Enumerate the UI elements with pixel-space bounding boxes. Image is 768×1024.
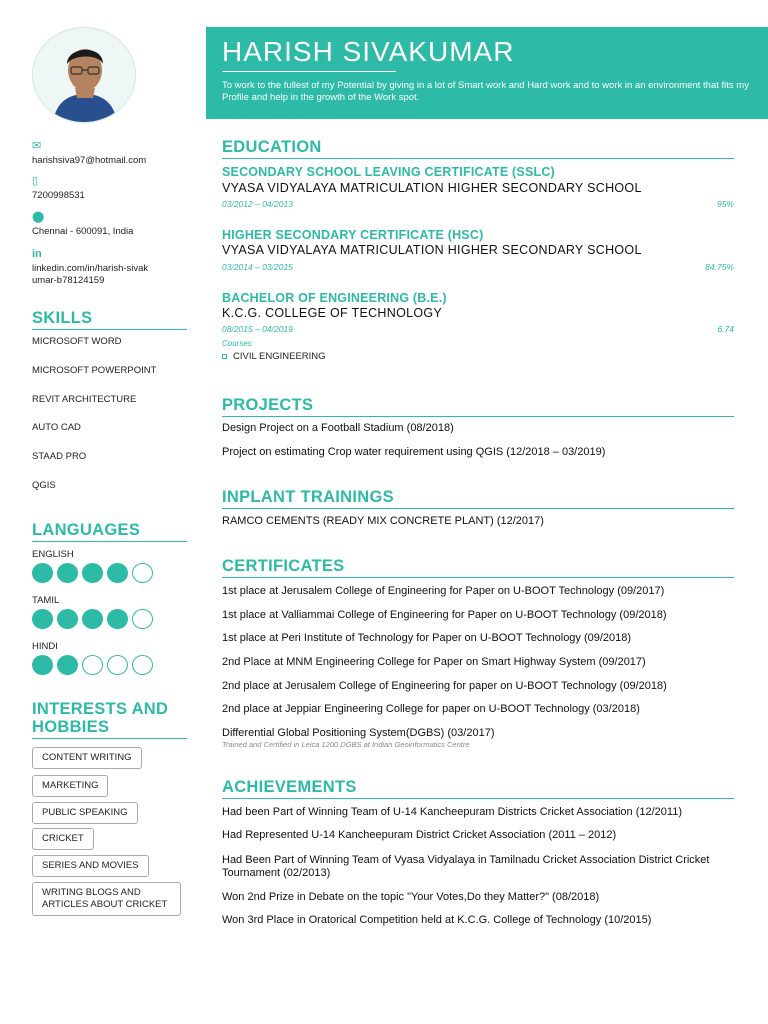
project-item: Design Project on a Football Stadium (08/2018) <box>222 422 454 434</box>
interest-tag: CRICKET <box>32 828 94 850</box>
languages-heading: LANGUAGES <box>32 521 187 542</box>
header-band <box>206 27 768 119</box>
language-name: HINDI <box>32 641 58 652</box>
degree-title: SECONDARY SCHOOL LEAVING CERTIFICATE (SSLC) <box>222 165 555 179</box>
contact-location <box>32 211 188 238</box>
empty-dot-icon <box>132 655 153 675</box>
contact-phone[interactable] <box>32 175 188 202</box>
certificate-item: 2nd Place at MNM Engineering College for Paper on Smart Highway System (09/2017) <box>222 656 646 668</box>
language-level-dots <box>32 563 153 583</box>
education-dates: 08/2015 – 04/2019 <box>222 324 293 334</box>
empty-dot-icon <box>132 609 153 629</box>
education-dates: 03/2012 – 04/2013 <box>222 199 293 209</box>
interest-tag: SERIES AND MOVIES <box>32 855 149 877</box>
skill-item: AUTO CAD <box>32 422 81 433</box>
contact-email[interactable] <box>32 140 188 167</box>
skills-heading: SKILLS <box>32 309 187 330</box>
interest-tag: PUBLIC SPEAKING <box>32 802 138 824</box>
location-pin-icon: ⬤ <box>32 211 45 223</box>
education-dates: 03/2014 – 03/2015 <box>222 262 293 272</box>
interest-tag: MARKETING <box>32 775 108 797</box>
language-name: TAMIL <box>32 595 60 606</box>
certificate-item: Differential Global Positioning System(DGBS) (03/2017) <box>222 727 495 739</box>
empty-dot-icon <box>132 563 153 583</box>
school-name: K.C.G. COLLEGE OF TECHNOLOGY <box>222 306 443 320</box>
avatar-icon <box>33 28 136 123</box>
course-name: CIVIL ENGINEERING <box>233 351 326 362</box>
header-rule <box>222 71 396 72</box>
filled-dot-icon <box>82 609 103 629</box>
achievement-item: Won 2nd Prize in Debate on the topic "Your Votes,Do they Matter?" (08/2018) <box>222 891 600 903</box>
contact-linkedin[interactable] <box>32 248 150 287</box>
education-score: 6.74 <box>717 324 734 334</box>
education-meta <box>222 199 734 209</box>
filled-dot-icon <box>107 609 128 629</box>
filled-dot-icon <box>32 655 53 675</box>
inplant-heading: INPLANT TRAININGS <box>222 488 734 509</box>
envelope-icon: ✉ <box>32 140 42 152</box>
skill-item: QGIS <box>32 480 56 491</box>
school-name: VYASA VIDYALAYA MATRICULATION HIGHER SECONDARY SCHOOL <box>222 181 642 195</box>
achievement-item: Had Been Part of Winning Team of Vyasa Vidyalaya in Tamilnadu Cricket Association District Cricket Tournament (02/2013) <box>222 854 710 879</box>
skill-item: STAAD PRO <box>32 451 87 462</box>
education-score: 95% <box>716 199 734 209</box>
empty-dot-icon <box>107 655 128 675</box>
education-score: 84.75% <box>705 262 734 272</box>
certificates-heading: CERTIFICATES <box>222 557 734 578</box>
filled-dot-icon <box>57 563 78 583</box>
language-level-dots <box>32 609 153 629</box>
filled-dot-icon <box>32 563 53 583</box>
certificate-item: 1st place at Jerusalem College of Engineering for Paper on U-BOOT Technology (09/2017) <box>222 585 665 597</box>
education-meta <box>222 262 734 272</box>
filled-dot-icon <box>32 609 53 629</box>
degree-title: BACHELOR OF ENGINEERING (B.E.) <box>222 291 447 305</box>
objective-text: To work to the fullest of my Potential by giving in a lot of Smart work and Hard work and to work in an environment that fits my Profile and help in the growth of the Work spot. <box>222 80 749 103</box>
interest-tag: CONTENT WRITING <box>32 747 142 769</box>
language-level-dots <box>32 655 153 675</box>
filled-dot-icon <box>57 609 78 629</box>
courses-label: Courses <box>222 339 252 348</box>
skill-item: MICROSOFT POWERPOINT <box>32 365 157 376</box>
linkedin-icon: in <box>32 248 42 260</box>
phone-icon: ▯ <box>32 175 39 187</box>
interests-heading: INTERESTS AND HOBBIES <box>32 700 187 739</box>
certificate-item: 1st place at Valliammai College of Engineering for Paper on U-BOOT Technology (09/2018) <box>222 609 667 621</box>
certificate-item: 2nd place at Jeppiar Engineering College for paper on U-BOOT Technology (03/2018) <box>222 703 640 715</box>
bullet-square-icon <box>222 354 227 359</box>
projects-heading: PROJECTS <box>222 396 734 417</box>
filled-dot-icon <box>107 563 128 583</box>
interest-tag: WRITING BLOGS AND ARTICLES ABOUT CRICKET <box>32 882 181 916</box>
certificate-item: 1st place at Peri Institute of Technology for Paper on U-BOOT Technology (09/2018) <box>222 632 632 644</box>
filled-dot-icon <box>57 655 78 675</box>
achievement-item: Had Represented U-14 Kancheepuram District Cricket Association (2011 – 2012) <box>222 829 617 841</box>
skill-item: REVIT ARCHITECTURE <box>32 394 137 405</box>
degree-title: HIGHER SECONDARY CERTIFICATE (HSC) <box>222 228 484 242</box>
location-text: Chennai - 600091, India <box>32 226 134 237</box>
language-name: ENGLISH <box>32 549 74 560</box>
empty-dot-icon <box>82 655 103 675</box>
profile-photo <box>32 27 136 123</box>
inplant-item: RAMCO CEMENTS (READY MIX CONCRETE PLANT) (12/2017) <box>222 515 544 527</box>
achievement-item: Had been Part of Winning Team of U-14 Kancheepuram Districts Cricket Association (12/2011) <box>222 806 682 818</box>
certificate-note: Trained and Certified in Leica 1200 DGBS at Indian Geoinformatics Centre <box>222 740 470 749</box>
education-heading: EDUCATION <box>222 138 734 159</box>
achievement-item: Won 3rd Place in Oratorical Competition held at K.C.G. College of Technology (10/2015) <box>222 914 652 926</box>
filled-dot-icon <box>82 563 103 583</box>
linkedin-text: linkedin.com/in/harish-sivakumar-b78124159 <box>32 263 149 286</box>
education-meta <box>222 324 734 334</box>
person-name: HARISH SIVAKUMAR <box>222 36 515 67</box>
certificate-item: 2nd place at Jerusalem College of Engineering for paper on U-BOOT Technology (09/2018) <box>222 680 667 692</box>
school-name: VYASA VIDYALAYA MATRICULATION HIGHER SECONDARY SCHOOL <box>222 243 642 257</box>
phone-text: 7200998531 <box>32 190 85 201</box>
project-item: Project on estimating Crop water requirement using QGIS (12/2018 – 03/2019) <box>222 446 606 458</box>
email-text: harishsiva97@hotmail.com <box>32 155 147 166</box>
course-item <box>222 351 326 362</box>
achievements-heading: ACHIEVEMENTS <box>222 778 734 799</box>
skill-item: MICROSOFT WORD <box>32 336 122 347</box>
